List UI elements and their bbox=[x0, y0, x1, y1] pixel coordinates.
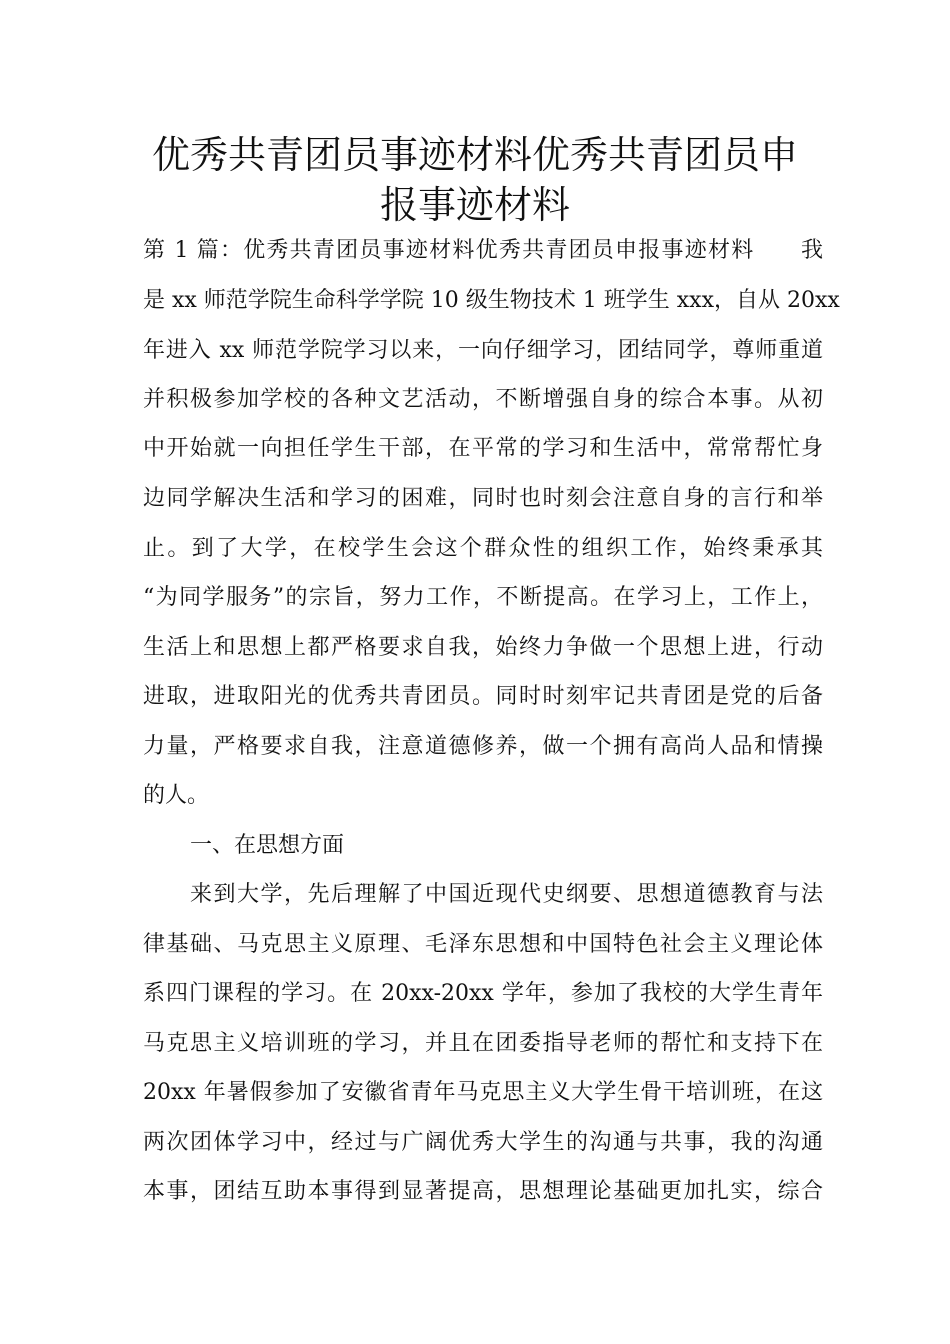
body-text-line: 中开始就一向担任学生干部，在平常的学习和生活中，常常帮忙身 bbox=[143, 436, 823, 461]
document-title-line-2: 报事迹材料 bbox=[379, 183, 570, 227]
body-text-line: 20xx 年暑假参加了安徽省青年马克思主义大学生骨干培训班，在这 bbox=[143, 1080, 823, 1105]
body-text-line: 进取，进取阳光的优秀共青团员。同时时刻牢记共青团是党的后备 bbox=[143, 684, 823, 709]
body-text-line: 第 1 篇：优秀共青团员事迹材料优秀共青团员申报事迹材料 我 bbox=[143, 238, 823, 263]
body-text-line: 边同学解决生活和学习的困难，同时也时刻会注意自身的言行和举 bbox=[143, 486, 823, 511]
body-text-line: 本事，团结互助本事得到显著提高，思想理论基础更加扎实，综合 bbox=[143, 1179, 823, 1204]
body-text-line: 系四门课程的学习。在 20xx-20xx 学年，参加了我校的大学生青年 bbox=[143, 981, 823, 1006]
body-text-line: 止。到了大学，在校学生会这个群众性的组织工作，始终秉承其 bbox=[143, 536, 823, 561]
body-text-line: 律基础、马克思主义原理、毛泽东思想和中国特色社会主义理论体 bbox=[143, 932, 823, 957]
body-text-line: 生活上和思想上都严格要求自我，始终力争做一个思想上进，行动 bbox=[143, 635, 823, 660]
body-text-line: 的人。 bbox=[143, 783, 210, 808]
body-text-line: “为同学服务”的宗旨，努力工作，不断提高。在学习上，工作上， bbox=[143, 585, 823, 610]
body-text-line: 并积极参加学校的各种文艺活动，不断增强自身的综合本事。从初 bbox=[143, 387, 823, 412]
document-title-line-1: 优秀共青团员事迹材料优秀共青团员申 bbox=[151, 133, 798, 177]
body-text-line: 来到大学，先后理解了中国近现代史纲要、思想道德教育与法 bbox=[190, 882, 823, 907]
body-text-line: 马克思主义培训班的学习，并且在团委指导老师的帮忙和支持下在 bbox=[143, 1031, 823, 1056]
section-heading: 一、在思想方面 bbox=[190, 833, 345, 858]
body-text-line: 两次团体学习中，经过与广阔优秀大学生的沟通与共事，我的沟通 bbox=[143, 1130, 823, 1155]
body-text-line: 力量，严格要求自我，注意道德修养，做一个拥有高尚人品和情操 bbox=[143, 734, 823, 759]
body-text-line: 是 xx 师范学院生命科学学院 10 级生物技术 1 班学生 xxx，自从 20xx bbox=[143, 288, 840, 313]
body-text-line: 年进入 xx 师范学院学习以来，一向仔细学习，团结同学，尊师重道 bbox=[143, 338, 823, 363]
